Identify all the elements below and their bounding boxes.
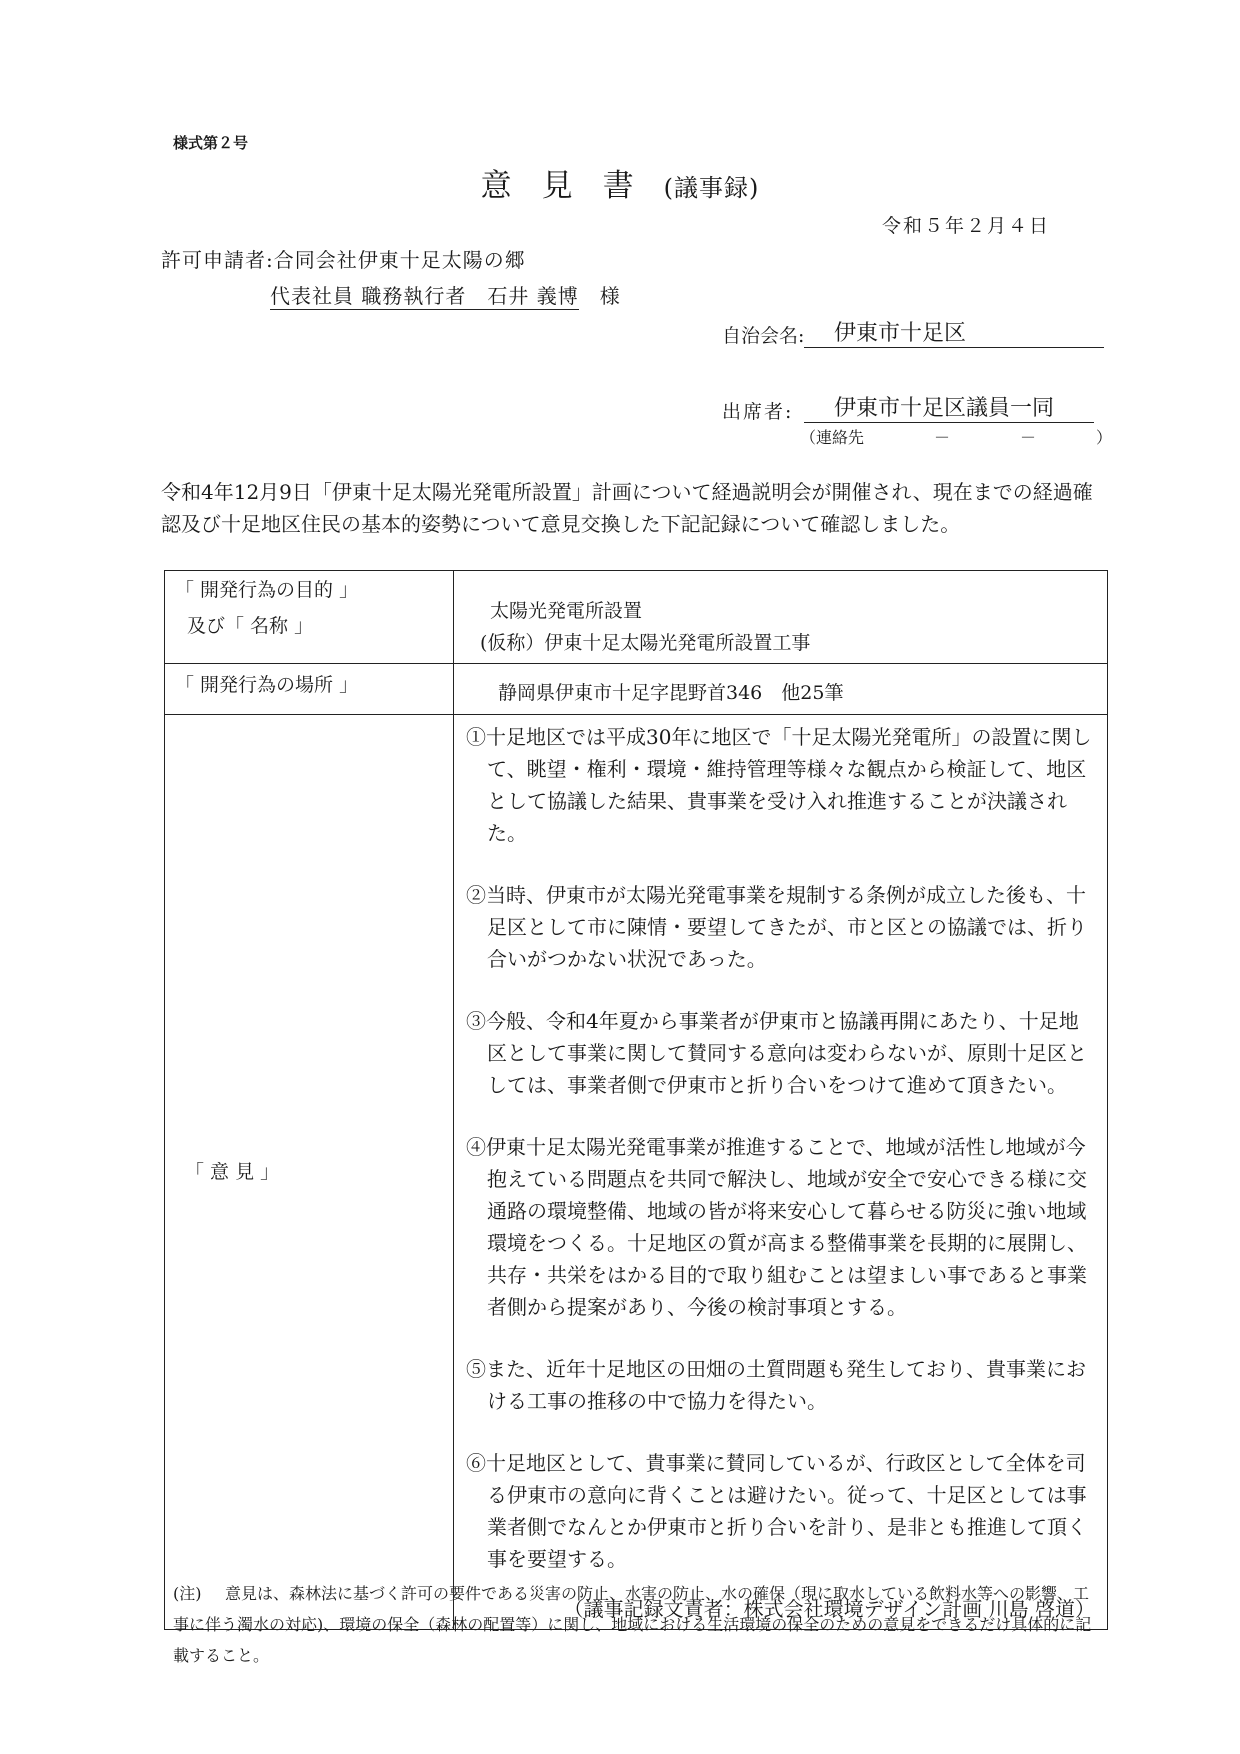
title-main: 意見書 [480,168,664,204]
contact-line [800,425,1112,448]
footnote-text: 意見は、森林法に基づく許可の要件である災害の防止、水害の防止、水の確保（現に取水している飲料水等への影響、工事に伴う濁水の対応)、環境の保全（森林の配置等）に関し、地域における生活環境の保全のための意見をできるだけ具体的に記載すること。 [173,1584,1092,1665]
applicant-label: 許可申請者: [161,248,274,272]
contact-dash-2: － [1020,428,1037,447]
opinion-item-3: ③今般、令和4年夏から事業者が伊東市と協議再開にあたり、十足地区として事業に関して賛同する意向は変わらないが、原則十足区としては、事業者側で伊東市と折り合いをつけて進めて頂きたい。 [466,1009,1087,1097]
opinion-list [454,715,1107,1625]
opinion-label-cell [165,715,454,1630]
location-label-cell [165,664,454,715]
footnote-label: (注) [173,1584,202,1603]
table-row [165,571,1108,664]
opinion-item-4: ④伊東十足太陽光発電事業が推進することで、地域が活性し地域が今抱えている問題点を共同で解決し、地域が安全で安心できる様に交通路の環境整備、地域の皆が将来安心して暮らせる防災に強い地域環境をつくる。十足地区の質が高まる整備事業を長期的に展開し、共存・共栄をはかる目的で取り組むことは望ましい事であると事業者側から提案があり、今後の検討事項とする。 [466,1135,1087,1319]
opinion-value-cell [454,715,1108,1630]
location-value: 静岡県伊東市十足字毘野首346 他25筆 [498,682,844,704]
representative-name: 代表社員 職務執行者 石井 義博 [270,284,579,308]
purpose-value [468,571,1107,659]
association-value: 伊東市十足区 [804,316,1104,348]
document-title [0,160,1240,205]
document-date: 令和５年２月４日 [882,215,1051,237]
purpose-value-cell [454,571,1108,664]
contact-open: （連絡先 [800,428,865,447]
form-number: 様式第２号 [173,134,249,152]
opinion-item-6: ⑥十足地区として、貴事業に賛同しているが、行政区として全体を司る伊東市の意向に背くことは避けたい。従って、十足区としては事業者側でなんとか伊東市と折り合いを計り、是非とも推進して頂く事を要望する。 [466,1451,1087,1571]
purpose-label-2: 及び「 名称 」 [187,615,314,637]
contact-dash-1: － [934,428,951,447]
intro-paragraph: 令和4年12月9日「伊東十足太陽光発電所設置」計画について経過説明会が開催され、現在までの経過確認及び十足地区住民の基本的姿勢について意見交換した下記記録について確認しました。 [161,480,1093,536]
table-row [165,664,1108,715]
purpose-value-1: 太陽光発電所設置 [490,600,643,622]
location-value-cell [454,664,1108,715]
purpose-label-cell [165,571,454,664]
opinion-table [164,570,1108,1630]
purpose-value-2: (仮称）伊東十足太陽光発電所設置工事 [480,632,811,654]
honorific: 様 [599,284,621,308]
association-label: 自治会名: [722,325,805,347]
applicant-company: 合同会社伊東十足太陽の郷 [273,248,526,272]
title-sub: (議事録) [663,174,760,202]
attendees-label: 出席者: [722,401,794,423]
attendees-value: 伊東市十足区議員一同 [804,391,1094,423]
applicant-line [161,244,526,273]
purpose-label-1: 「 開発行為の目的 」 [175,579,359,601]
opinion-label: 「 意 見 」 [185,1161,280,1183]
table-row [165,715,1108,1630]
footnote [173,1578,1093,1671]
opinion-item-5: ⑤また、近年十足地区の田畑の土質問題も発生しており、貴事業における工事の推移の中で協力を得たい。 [466,1357,1086,1413]
recorder-line: （議事記録文責者：株式会社環境デザイン計画 川島 啓道） [563,1597,1095,1621]
opinion-item-1: ①十足地区では平成30年に地区で「十足太陽光発電所」の設置に関して、眺望・権利・環境・維持管理等様々な観点から検証して、地区として協議した結果、貴事業を受け入れ推進することが決議された。 [466,725,1092,845]
contact-close: ） [1096,428,1113,447]
representative-line [270,280,621,309]
location-label: 「 開発行為の場所 」 [175,674,359,696]
opinion-item-2: ②当時、伊東市が太陽光発電事業を規制する条例が成立した後も、十足区として市に陳情・要望してきたが、市と区との協議では、折り合いがつかない状況であった。 [466,883,1087,971]
